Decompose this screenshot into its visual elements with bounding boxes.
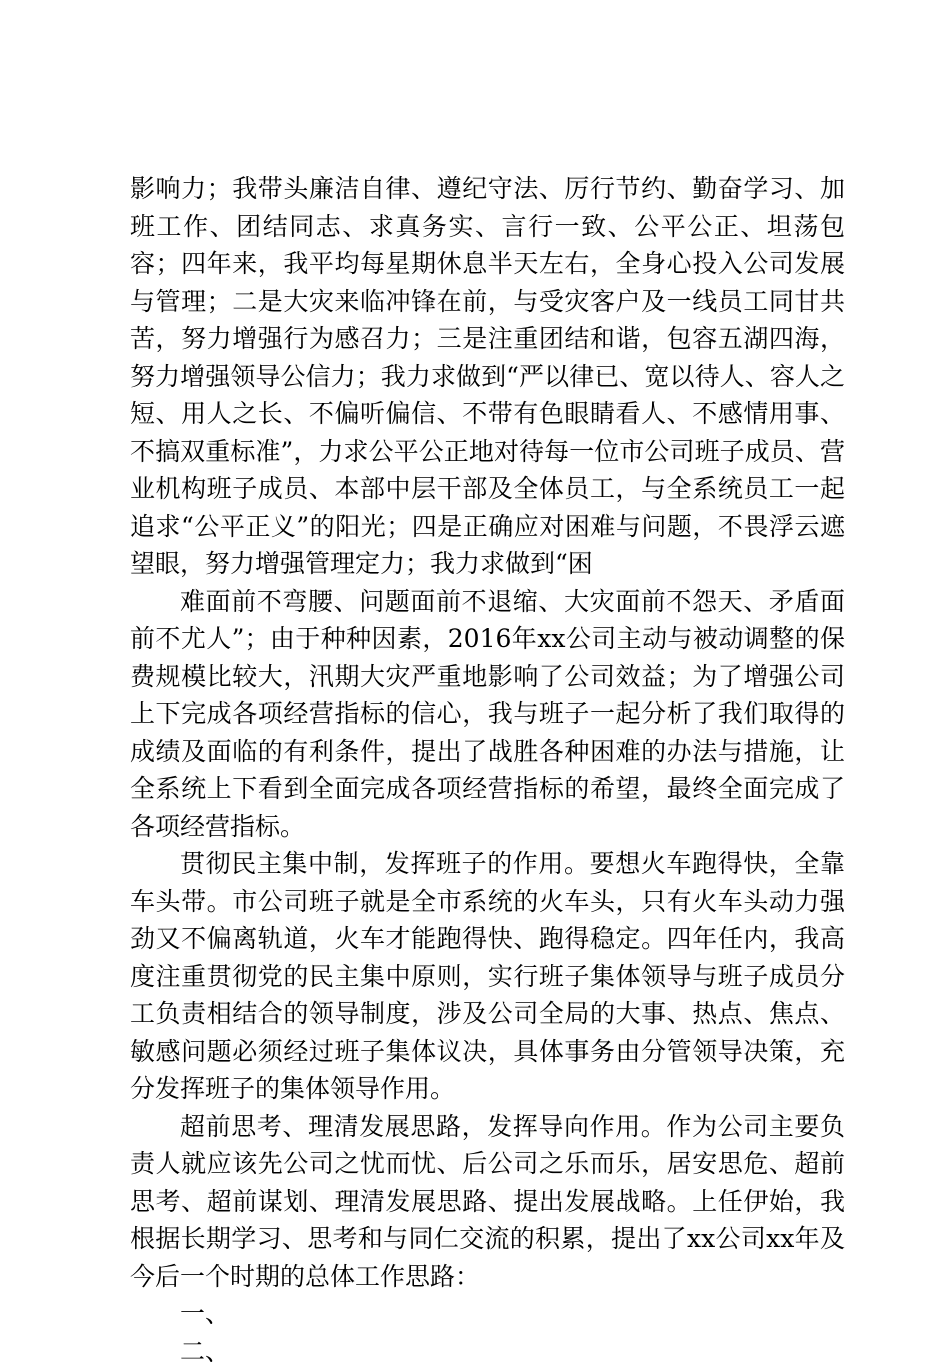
document-body [130, 170, 845, 1370]
paragraph-2: 难面前不弯腰、问题面前不退缩、大灾面前不怨天、矛盾面前不尤人”；由于种种因素，2016年xx公司主动与被动调整的保费规模比较大，汛期大灾严重地影响了公司效益；为了增强公司上下完成各项经营指标的信心，我与班子一起分析了我们取得的成绩及面临的有利条件，提出了战胜各种困难的办法与措施，让全系统上下看到全面完成各项经营指标的希望，最终全面完成了各项经营指标。 [130, 583, 845, 846]
paragraph-3: 贯彻民主集中制，发挥班子的作用。要想火车跑得快，全靠车头带。市公司班子就是全市系统的火车头，只有火车头动力强劲又不偏离轨道，火车才能跑得快、跑得稳定。四年任内，我高度注重贯彻党的民主集中原则，实行班子集体领导与班子成员分工负责相结合的领导制度，涉及公司全局的大事、热点、焦点、敏感问题必须经过班子集体议决，具体事务由分管领导决策，充分发挥班子的集体领导作用。 [130, 845, 845, 1108]
paragraph-4: 超前思考、理清发展思路，发挥导向作用。作为公司主要负责人就应该先公司之忧而忧、后公司之乐而乐，居安思危、超前思考、超前谋划、理清发展思路、提出发展战略。上任伊始，我根据长期学习、思考和与同仁交流的积累，提出了xx公司xx年及今后一个时期的总体工作思路： [130, 1108, 845, 1296]
list-item-1: 一、 [130, 1295, 845, 1333]
paragraph-1: 影响力；我带头廉洁自律、遵纪守法、厉行节约、勤奋学习、加班工作、团结同志、求真务实、言行一致、公平公正、坦荡包容；四年来，我平均每星期休息半天左右，全身心投入公司发展与管理；二是大灾来临冲锋在前，与受灾客户及一线员工同甘共苦，努力增强行为感召力；三是注重团结和谐，包容五湖四海，努力增强领导公信力；我力求做到“严以律已、宽以待人、容人之短、用人之长、不偏听偏信、不带有色眼睛看人、不感情用事、不搞双重标准”，力求公平公正地对待每一位市公司班子成员、营业机构班子成员、本部中层干部及全体员工，与全系统员工一起追求“公平正义”的阳光；四是正确应对困难与问题，不畏浮云遮望眼，努力增强管理定力；我力求做到“困 [130, 170, 845, 583]
list-item-2: 二、 [130, 1333, 845, 1370]
